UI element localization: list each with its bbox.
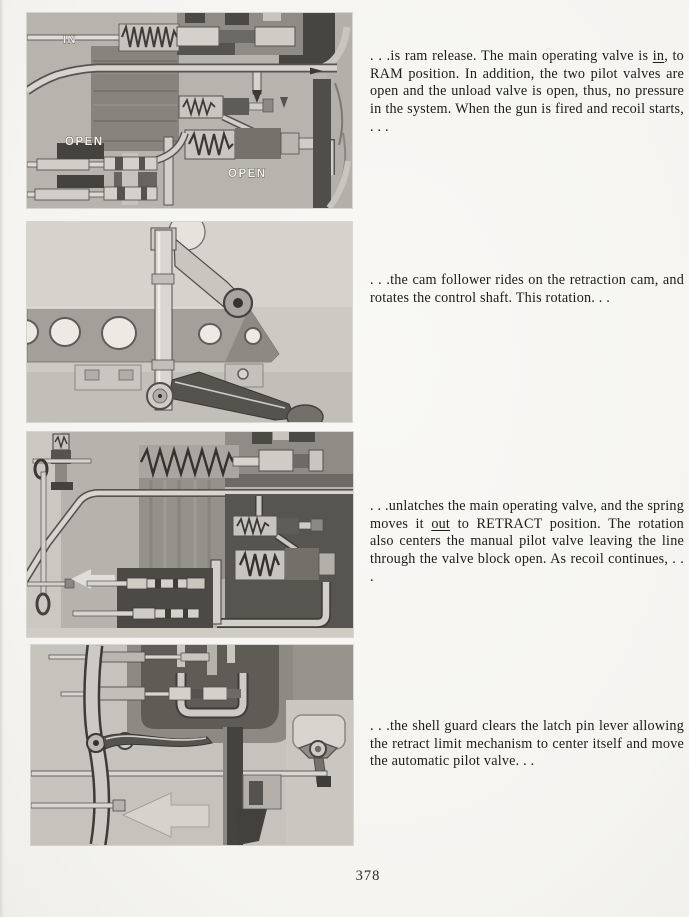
paragraph-cam-follower (370, 272, 684, 307)
return-pipe (164, 137, 173, 205)
underlined-term: out (431, 515, 451, 532)
ram-release-schematic-drawing (27, 13, 352, 208)
figure-cam-follower-linkage (27, 222, 352, 422)
shell-guard-drawing (31, 645, 353, 845)
figure-shell-guard-latch (31, 645, 353, 845)
retract-schematic-drawing (27, 432, 353, 637)
label-open-left: OPEN (65, 136, 104, 148)
paragraph-shell-guard (370, 718, 684, 771)
text-segment: . . .is ram release. The main operating valve is (370, 48, 653, 65)
text-segment: , to RAM position. In addition, the two pilot valves are open and the unload valve is open, thus, no pressure in the system. When the gun is fired and recoil starts, . . . (370, 48, 684, 135)
valve-spool (177, 27, 219, 46)
text-segment: to RETRACT position. The rotation also centers the manual pilot valve leaving the line through the valve block open. As recoil continues, . . . (370, 515, 684, 585)
pilot-spool-1 (127, 578, 147, 589)
lever-knob (287, 405, 323, 422)
text-segment: . . .unlatches the main operating valve, and the spring moves it (370, 498, 684, 532)
page-number: 378 (355, 868, 381, 884)
paragraph-ram-release (370, 48, 684, 136)
paragraph-unlatches (370, 498, 684, 586)
underlined-term: in (652, 48, 665, 65)
figure-ram-release-schematic (27, 13, 352, 208)
valve-spool (259, 450, 293, 471)
pilot-rod (99, 687, 145, 700)
label-in: IN (63, 34, 77, 46)
pilot-spool-1 (37, 159, 89, 170)
text-segment: . . .the shell guard clears the latch pin lever allowing the retract limit mechanism to center itself and move the automatic pilot valve. . . (370, 718, 684, 770)
pilot-spool-2 (133, 608, 155, 619)
cam-follower-drawing (27, 222, 352, 422)
retract-limit-rod (31, 771, 327, 776)
label-open-center: OPEN (228, 168, 267, 180)
text-segment: . . .the cam follower rides on the retraction cam, and rotates the control shaft. This rotation. . . (370, 272, 684, 306)
linkage-rod (41, 472, 46, 594)
figure-retract-position-schematic (27, 432, 353, 637)
pilot-spool-2 (35, 189, 89, 200)
